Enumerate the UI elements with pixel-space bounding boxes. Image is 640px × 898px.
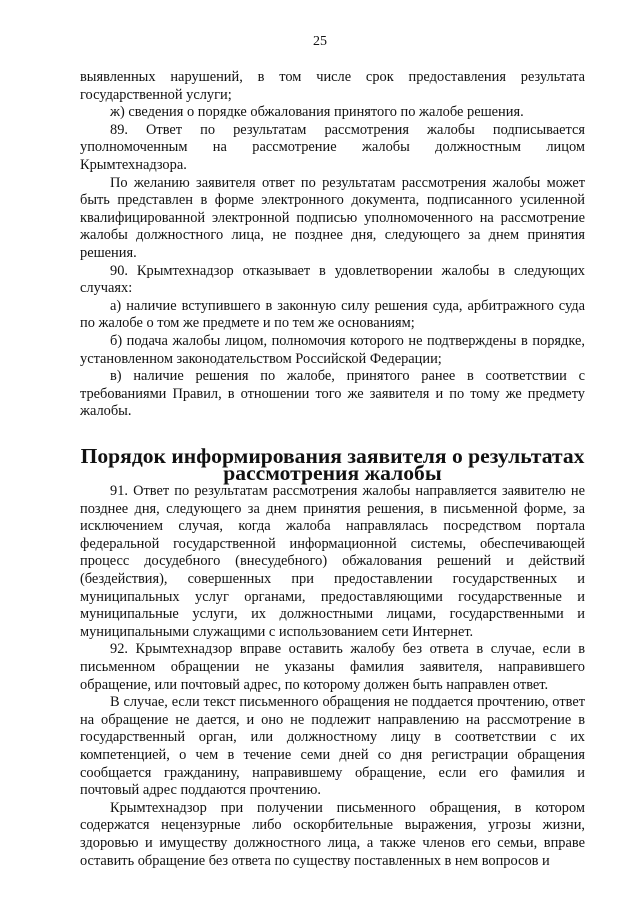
document-body bbox=[80, 69, 585, 870]
section-heading-line2: рассмотрения жалобы bbox=[223, 461, 442, 486]
paragraph-92: 92. Крымтехнадзор вправе оставить жалобу без ответа в случае, если в письменном обращении не указаны фамилия заявителя, направившего обращение, или почтовый адрес, по которому должен быть направлен ответ. bbox=[80, 641, 585, 693]
paragraph-90: 90. Крымтехнадзор отказывает в удовлетворении жалобы в следующих случаях: bbox=[80, 262, 585, 297]
section-heading-line1: Порядок информирования заявителя о результатах bbox=[80, 443, 585, 468]
paragraph-91: 91. Ответ по результатам рассмотрения жалобы направляется заявителю не позднее дня, следующего за днем принятия решения, в письменной форме, за исключением случая, когда жалоба направлялась посредством портала федеральной государственной информационной системы, обеспечивающей процесс досудебного (внесудебного) обжалования решений и действий (бездействия), совершенных при предоставлении государственных и муниципальных услуг органами, предоставляющими государственные и муниципальные услуги, их должностными лицами, государственными и муниципальными служащими с использованием сети Интернет. bbox=[80, 483, 585, 640]
paragraph-89-electronic: По желанию заявителя ответ по результатам рассмотрения жалобы может быть представлен в форме электронного документа, подписанного усиленной квалифицированной электронной подписью уполномоченного на рассмотрение жалобы должностного лица, не позднее дня, следующего за днем принятия решения. bbox=[80, 174, 585, 261]
paragraph-continuation: выявленных нарушений, в том числе срок предоставления результата государственной услуги; bbox=[80, 69, 585, 103]
page-number: 25 bbox=[313, 34, 327, 49]
paragraph-90-v: в) наличие решения по жалобе, принятого ранее в соответствии с требованиями Правил, в отношении того же заявителя и по тому же предмету жалобы. bbox=[80, 368, 585, 420]
paragraph-item-zh: ж) сведения о порядке обжалования принятого по жалобе решения. bbox=[110, 104, 524, 121]
section-heading bbox=[80, 443, 585, 486]
paragraph-92-unreadable: В случае, если текст письменного обращения не поддается прочтению, ответ на обращение не дается, и оно не подлежит направлению на рассмотрение в государственный орган, или должностному лицу в соответствии с их компетенцией, о чем в течение семи дней со дня регистрации обращения сообщается гражданину, направившему обращение, если его фамилия и почтовый адрес поддаются прочтению. bbox=[80, 694, 585, 799]
paragraph-92-offensive: Крымтехнадзор при получении письменного обращения, в котором содержатся нецензурные либо оскорбительные выражения, угрозы жизни, здоровью и имуществу должностного лица, а также членов его семьи, вправе оставить обращение без ответа по существу поставленных в нем вопросов и bbox=[80, 799, 585, 869]
paragraph-89: 89. Ответ по результатам рассмотрения жалобы подписывается уполномоченным на рассмотрение жалобы должностным лицом Крымтехнадзора. bbox=[80, 121, 585, 173]
paragraph-90-a: а) наличие вступившего в законную силу решения суда, арбитражного суда по жалобе о том же предмете и по тем же основаниям; bbox=[80, 297, 585, 332]
paragraph-90-b: б) подача жалобы лицом, полномочия которого не подтверждены в порядке, установленном законодательством Российской Федерации; bbox=[80, 332, 585, 367]
